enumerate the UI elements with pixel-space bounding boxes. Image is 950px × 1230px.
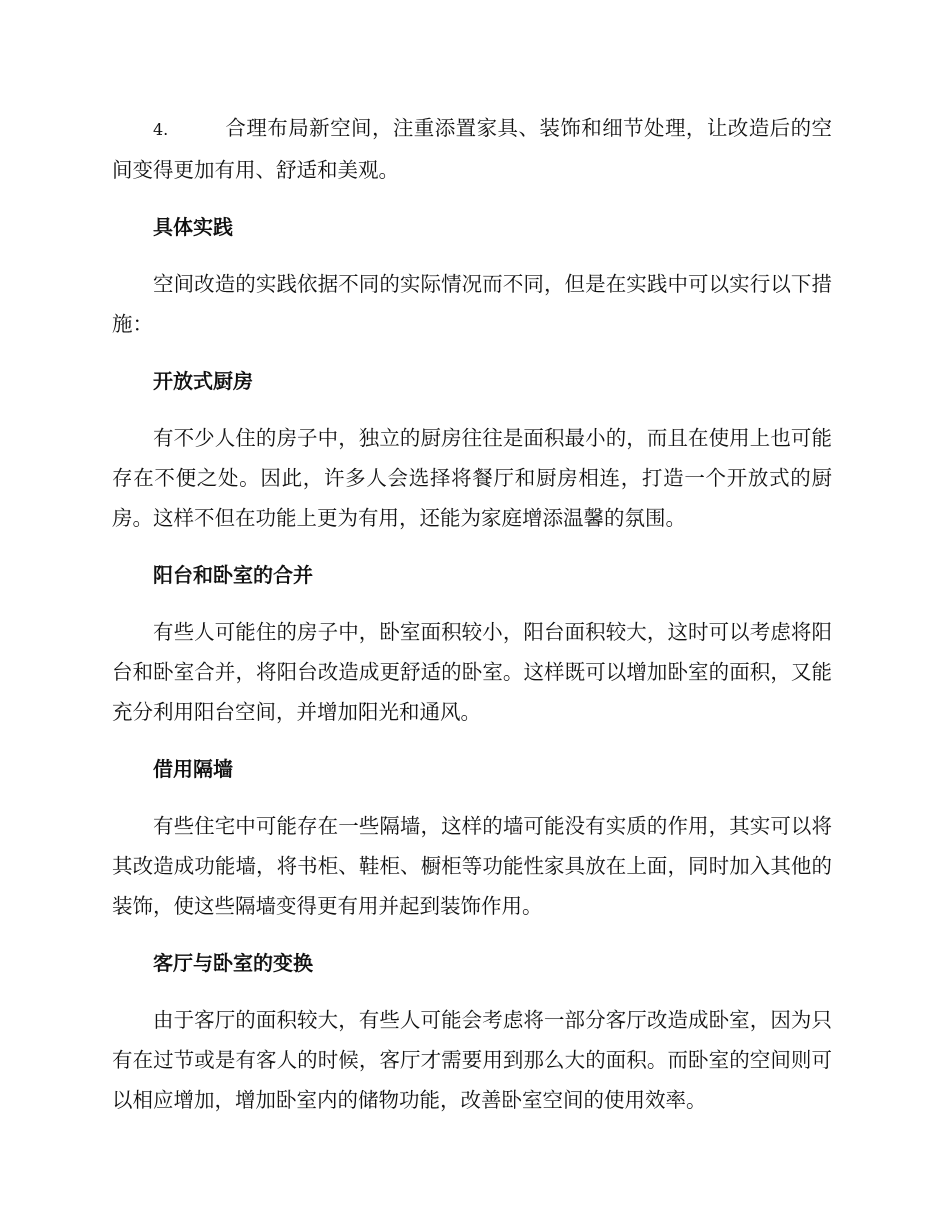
list-item-4	[112, 108, 832, 190]
list-item-text: 合理布局新空间，注重添置家具、装饰和细节处理，让改造后的空间变得更加有用、舒适和美观。	[112, 116, 832, 182]
section-paragraph-living-bedroom-swap: 由于客厅的面积较大，有些人可能会考虑将一部分客厅改造成卧室，因为只有在过节或是有客人的时候，客厅才需要用到那么大的面积。而卧室的空间则可以相应增加，增加卧室内的储物功能，改善卧室空间的使用效率。	[112, 1008, 832, 1112]
section-heading-practice: 具体实践	[153, 215, 233, 239]
section-heading-living-bedroom-swap: 客厅与卧室的变换	[153, 951, 313, 975]
section-paragraph-practice: 空间改造的实践依据不同的实际情况而不同，但是在实践中可以实行以下措施：	[112, 272, 832, 336]
section-paragraph-partition-wall: 有些住宅中可能存在一些隔墙，这样的墙可能没有实质的作用，其实可以将其改造成功能墙，将书柜、鞋柜、橱柜等功能性家具放在上面，同时加入其他的装饰，使这些隔墙变得更有用并起到装饰作用。	[112, 814, 832, 918]
section-paragraph-open-kitchen: 有不少人住的房子中，独立的厨房往往是面积最小的，而且在使用上也可能存在不便之处。因此，许多人会选择将餐厅和厨房相连，打造一个开放式的厨房。这样不但在功能上更为有用，还能为家庭增添温馨的氛围。	[112, 426, 832, 530]
section-paragraph-balcony-bedroom: 有些人可能住的房子中，卧室面积较小，阳台面积较大，这时可以考虑将阳台和卧室合并，将阳台改造成更舒适的卧室。这样既可以增加卧室的面积，又能充分利用阳台空间，并增加阳光和通风。	[112, 620, 832, 724]
section-heading-balcony-bedroom: 阳台和卧室的合并	[153, 563, 313, 587]
document-page	[112, 108, 832, 1137]
list-number: 4.	[153, 120, 169, 139]
section-heading-partition-wall: 借用隔墙	[153, 757, 233, 781]
section-heading-open-kitchen: 开放式厨房	[153, 369, 253, 393]
